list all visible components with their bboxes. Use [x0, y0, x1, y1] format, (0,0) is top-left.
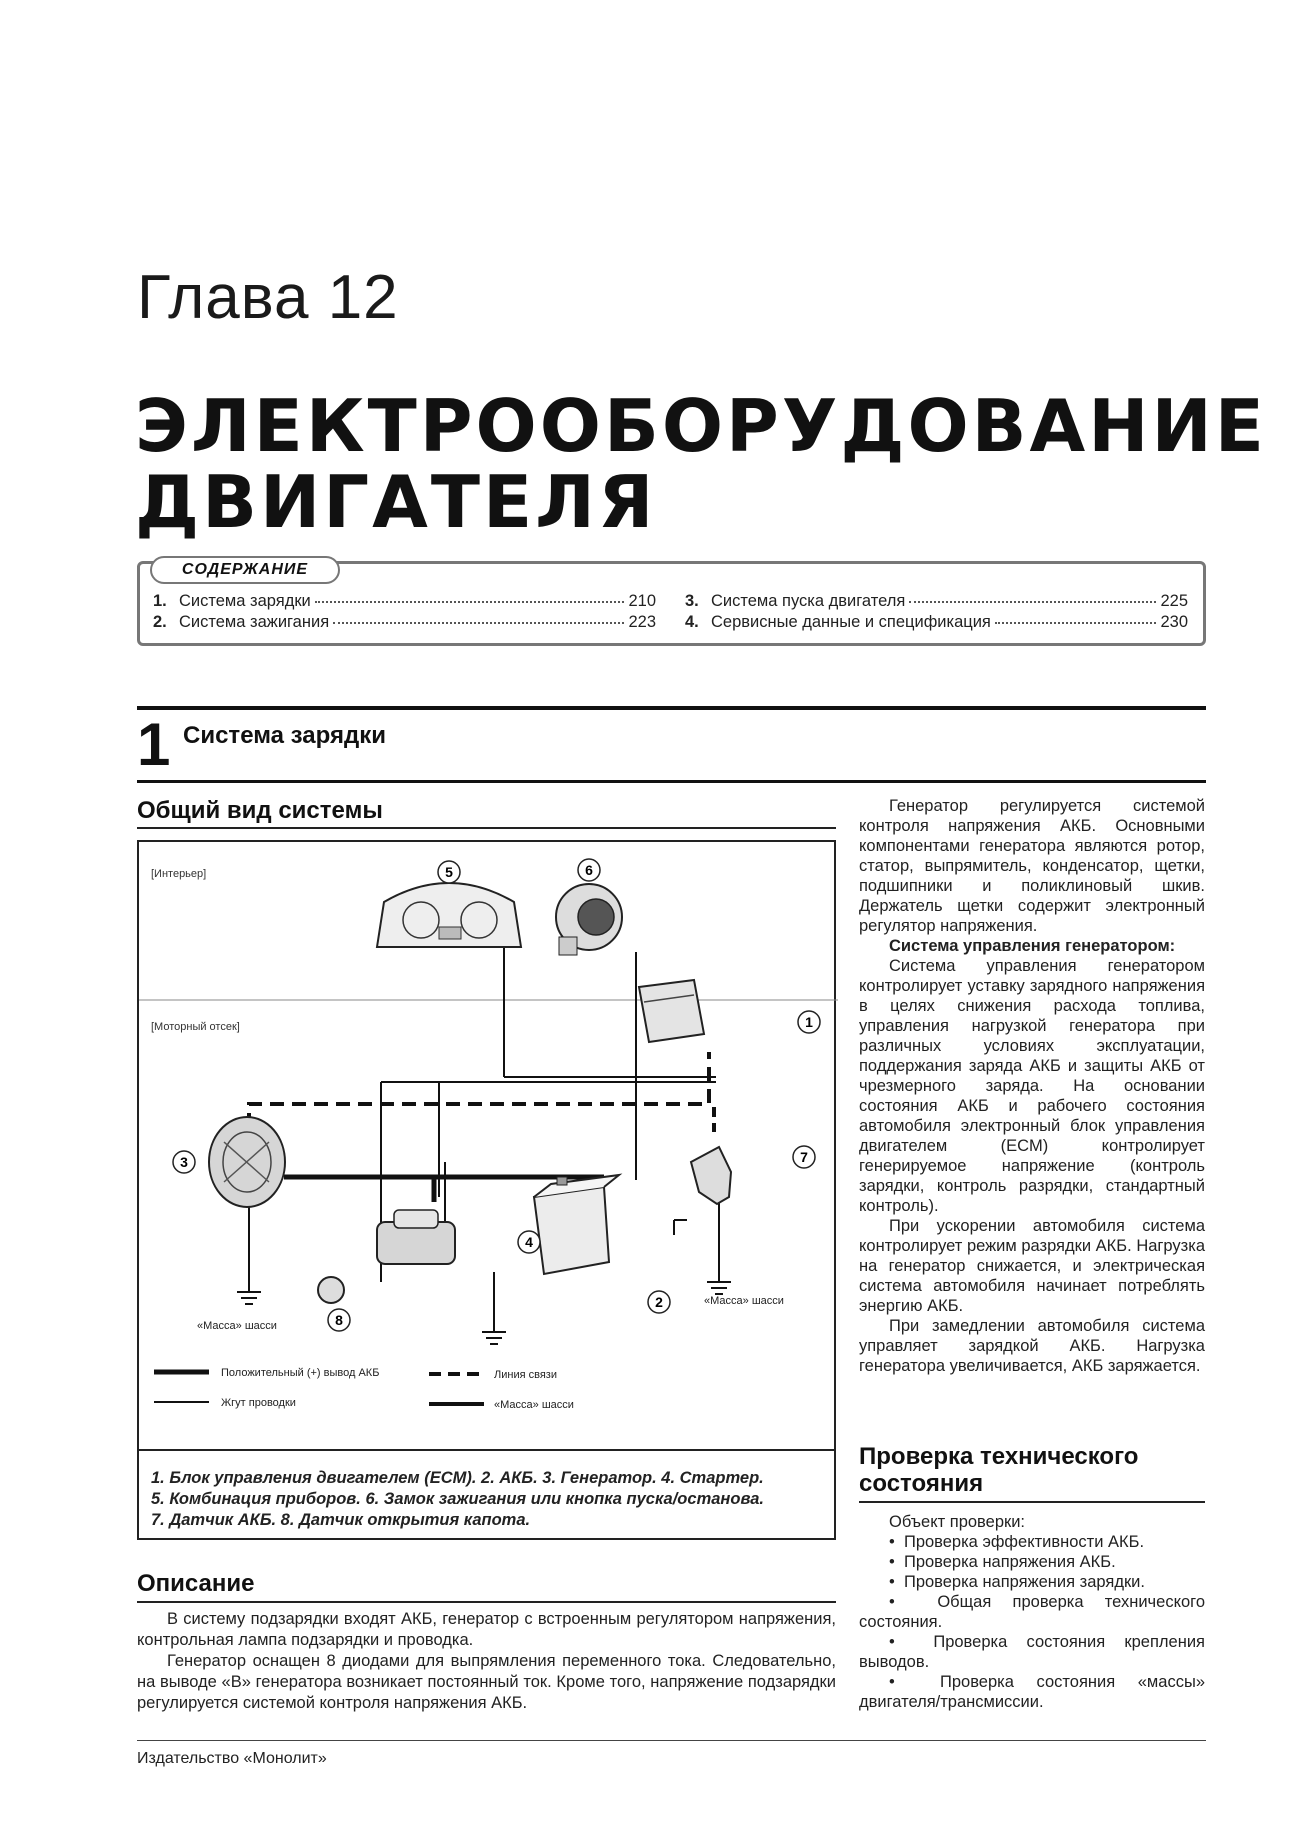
zone-interior-label: [Интерьер] — [151, 868, 207, 880]
section-top-rule — [137, 706, 1206, 710]
callout-2: 2 — [655, 1294, 663, 1310]
chapter-title — [135, 384, 1267, 544]
toc-leader — [315, 601, 625, 603]
hood-switch — [318, 1277, 344, 1303]
right-column-text — [859, 796, 1205, 1376]
footer-rule — [137, 1740, 1206, 1741]
check-item: • Проверка эффективности АКБ. — [859, 1532, 1205, 1552]
callout-3: 3 — [180, 1154, 188, 1170]
toc-item-text: Система зажигания — [179, 613, 330, 631]
diagram-legend — [154, 1367, 574, 1411]
check-rule — [859, 1501, 1205, 1503]
toc-item-number: 1. — [153, 592, 167, 610]
callout-8: 8 — [335, 1312, 343, 1328]
caption-line: 7. Датчик АКБ. 8. Датчик открытия капота. — [151, 1511, 531, 1529]
communication-line — [249, 1052, 709, 1127]
section-bottom-rule — [137, 780, 1206, 783]
check-heading — [859, 1443, 1138, 1497]
ecm-unit — [639, 980, 704, 1042]
toc-item[interactable] — [153, 592, 656, 611]
description-paragraph: В систему подзарядки входят АКБ, генератор с встроенным регулятором напряжения, контрольная лампа подзарядки и проводка. — [137, 1610, 836, 1649]
toc-item-number: 2. — [153, 613, 167, 631]
callout-1: 1 — [805, 1014, 813, 1030]
publisher-footer: Издательство «Монолит» — [137, 1750, 327, 1767]
check-heading-line2: состояния — [859, 1470, 984, 1497]
toc-item-page: 210 — [628, 592, 656, 610]
callout-5: 5 — [445, 864, 453, 880]
figure-caption — [151, 1468, 831, 1531]
starter — [377, 1210, 455, 1264]
check-intro: Объект проверки: — [889, 1513, 1026, 1531]
check-item: • Проверка состояния «массы» двигателя/трансмиссии. — [859, 1672, 1205, 1712]
description-text — [137, 1609, 836, 1714]
zone-engine-label: [Моторный отсек] — [151, 1021, 240, 1033]
ground-label-left: «Масса» шасси — [197, 1320, 277, 1332]
right-paragraph: Система управления генератором контролирует уставку зарядного напряжения в целях снижения расхода топлива, управления нагрузкой генератора при различных условиях эксплуатации, поддержания заряда АКБ и защиты АКБ от чрезмерного заряда. На основании состояния АКБ и рабочего состояния автомобиля электронный блок управления двигателем (ECM) контролирует генерируемое напряжение (контроль зарядки, контроль разрядки, стандартный контроль). — [859, 957, 1205, 1215]
legend-comm: Линия связи — [494, 1369, 557, 1381]
toc-item-number: 4. — [685, 613, 699, 631]
toc-item-page: 223 — [628, 613, 656, 631]
right-paragraph: При ускорении автомобиля система контролирует режим разрядки АКБ. Нагрузка на генератор снижается, и электрическая система автомобиля начинает потреблять энергию АКБ. — [859, 1217, 1205, 1315]
check-item: • Проверка состояния крепления выводов. — [859, 1632, 1205, 1672]
overview-rule — [137, 827, 836, 829]
toc-leader — [909, 601, 1156, 603]
legend-harness: Жгут проводки — [221, 1397, 296, 1409]
toc-item-page: 225 — [1160, 592, 1188, 610]
caption-line: 1. Блок управления двигателем (ECM). 2. АКБ. 3. Генератор. 4. Стартер. — [151, 1469, 764, 1487]
section-number: 1 — [137, 711, 171, 778]
ignition-switch — [556, 884, 622, 955]
callout-7: 7 — [800, 1149, 808, 1165]
toc-item[interactable] — [685, 613, 1188, 632]
toc-item-text: Система зарядки — [179, 592, 311, 610]
toc-item-page: 230 — [1160, 613, 1188, 631]
description-heading: Описание — [137, 1570, 255, 1597]
instrument-cluster — [377, 883, 521, 947]
caption-line: 5. Комбинация приборов. 6. Замок зажигания или кнопка пуска/останова. — [151, 1490, 764, 1508]
ground-label-right: «Масса» шасси — [704, 1295, 784, 1307]
legend-ground: «Масса» шасси — [494, 1399, 574, 1411]
right-paragraph: При замедлении автомобиля система управляет зарядкой АКБ. Нагрузка генератора увеличивается, АКБ заряжается. — [859, 1317, 1205, 1375]
toc-heading: СОДЕРЖАНИЕ — [150, 556, 340, 584]
battery-sensor — [691, 1147, 731, 1204]
section-title: Система зарядки — [183, 722, 386, 749]
check-item: • Проверка напряжения зарядки. — [859, 1572, 1205, 1592]
check-item: • Проверка напряжения АКБ. — [859, 1552, 1205, 1572]
caption-divider — [139, 1449, 834, 1451]
toc-leader — [995, 622, 1157, 624]
callout-6: 6 — [585, 862, 593, 878]
description-paragraph: Генератор оснащен 8 диодами для выпрямления переменного тока. Следовательно, на выводе «В» генератора возникает постоянный ток. Кроме того, напряжение подзарядки регулируется системой контроля напряжения АКБ. — [137, 1652, 836, 1712]
chapter-label: Глава 12 — [137, 263, 399, 332]
generator — [209, 1117, 285, 1207]
right-paragraph: Генератор регулируется системой контроля напряжения АКБ. Основными компонентами генератора являются ротор, статор, выпрямитель, конденсатор, щетки, подшипники и поликлиновый шкив. Держатель щетки содержит электронный регулятор напряжения. — [859, 797, 1205, 935]
toc-item-text: Система пуска двигателя — [711, 592, 906, 610]
diagram-svg — [139, 842, 838, 1542]
toc-item-text: Сервисные данные и спецификация — [711, 613, 991, 631]
chapter-title-line2: ДВИГАТЕЛЯ — [135, 460, 657, 544]
legend-positive: Положительный (+) вывод АКБ — [221, 1367, 380, 1379]
chapter-title-line1: ЭЛЕКТРООБОРУДОВАНИЕ — [135, 384, 1267, 468]
overview-heading: Общий вид системы — [137, 797, 383, 824]
check-item: • Общая проверка технического состояния. — [859, 1592, 1205, 1632]
description-rule — [137, 1601, 836, 1603]
generator-control-subheading: Система управления генератором: — [889, 937, 1176, 955]
toc-leader — [333, 622, 624, 624]
check-list — [859, 1512, 1205, 1712]
toc-item[interactable] — [153, 613, 656, 632]
check-heading-line1: Проверка технического — [859, 1443, 1139, 1470]
charging-system-diagram — [137, 840, 836, 1540]
battery — [534, 1175, 619, 1274]
callout-4: 4 — [525, 1234, 533, 1250]
toc-item[interactable] — [685, 592, 1188, 611]
toc-item-number: 3. — [685, 592, 699, 610]
